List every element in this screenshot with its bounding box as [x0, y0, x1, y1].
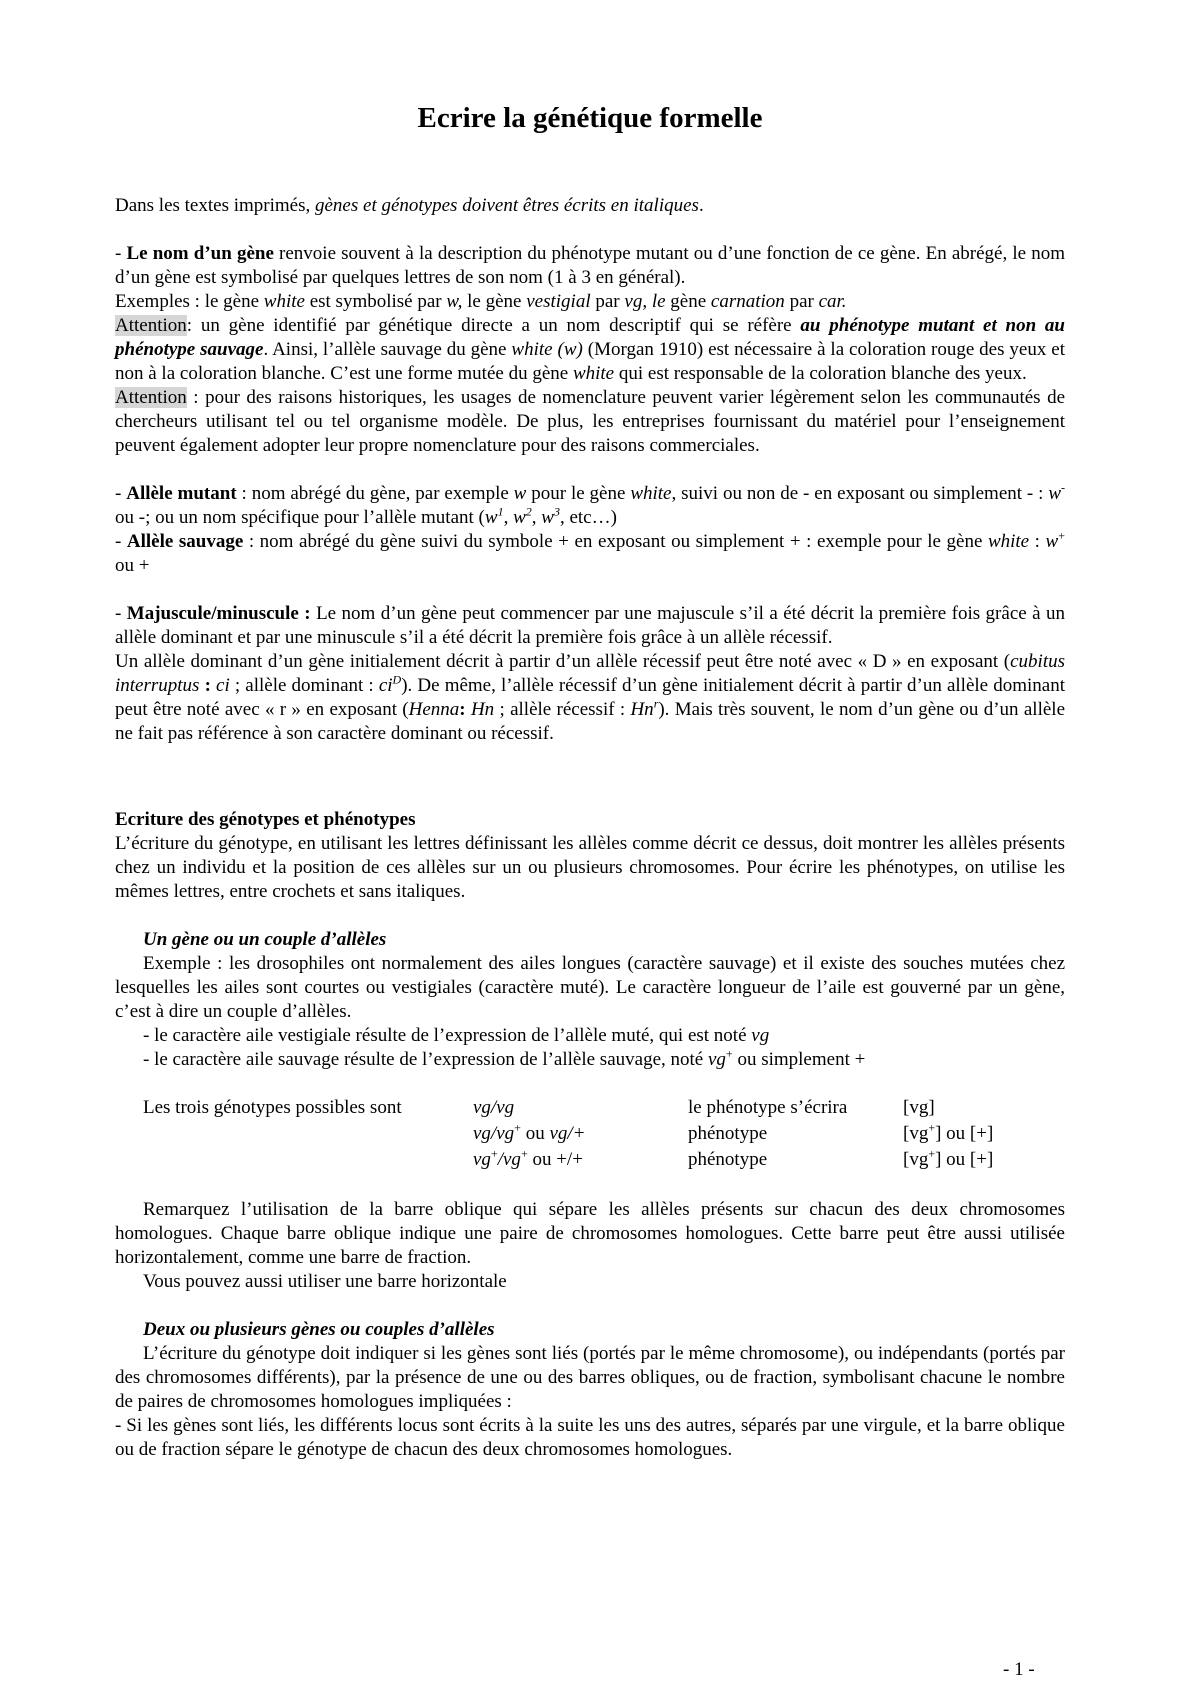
text: ou + [115, 555, 150, 576]
phenotype-cell: [vg] [903, 1097, 935, 1118]
text: ou simplement + [732, 1049, 866, 1070]
gene-name: white [572, 363, 615, 384]
gene-symbol: vg, le [624, 291, 666, 312]
superscript: + [520, 1146, 528, 1161]
sauvage-line [115, 1048, 1065, 1072]
table-row [143, 1096, 1053, 1122]
subheading-deux-genes: Deux ou plusieurs gènes ou couples d’allèles [143, 1319, 495, 1340]
text: . Ainsi, l’allèle sauvage du gène [263, 339, 512, 360]
text: ou -; ou un nom spécifique pour l’allèle mutant ( [115, 507, 485, 528]
genotype: vg/vg [473, 1123, 515, 1144]
text: , [531, 507, 542, 528]
gene-symbol: w [484, 507, 498, 528]
superscript: - [1061, 480, 1066, 495]
gene-name: white (w) [511, 339, 583, 360]
allele-sauvage-paragraph [115, 530, 1065, 578]
allele-sauvage-heading: Allèle sauvage [126, 531, 244, 552]
subheading-un-gene: Un gène ou un couple d’allèles [143, 929, 387, 950]
gene-symbol: w [1048, 483, 1062, 504]
dash: - [115, 531, 127, 552]
text: le gène [462, 291, 527, 312]
gene-symbol: vg [707, 1049, 726, 1070]
gene-symbol: w [513, 483, 527, 504]
dash: - [115, 483, 127, 504]
superscript: 3 [553, 504, 560, 519]
genotype-cell [473, 1148, 688, 1174]
text: ou [520, 1123, 550, 1144]
empty-cell [143, 1122, 473, 1148]
attention-highlight: Attention [115, 315, 187, 336]
text: qui est responsable de la coloration blanche des yeux. [614, 363, 1027, 384]
text: ; allèle récessif : [494, 699, 631, 720]
nom-gene-heading: Le nom d’un gène [126, 243, 274, 264]
text: : [199, 675, 217, 696]
genotype-cell [473, 1096, 688, 1122]
gene-symbol: vg [751, 1025, 770, 1046]
genes-lies-paragraph: - Si les gènes sont liés, les différents locus sont écrits à la suite les uns des autres, séparés par une virgule, et la barre oblique ou de fraction sépare le génotype de chacun des deux chromosomes homologues. [115, 1415, 1065, 1460]
superscript: + [514, 1120, 521, 1135]
superscript: D [392, 672, 402, 687]
table-row [143, 1122, 1053, 1148]
text: gène [665, 291, 711, 312]
gene-symbol: car. [818, 291, 847, 312]
superscript: + [928, 1120, 936, 1135]
superscript: 1 [497, 504, 504, 519]
heading-text: Ecriture des génotypes et phénotypes [115, 809, 416, 830]
text: : [1029, 531, 1046, 552]
gene-symbol: w, [446, 291, 463, 312]
dominant-paragraph [115, 650, 1065, 746]
text: ). Mais très souvent, le nom d’un gène ou d’un allèle ne fait pas référence à son caractère dominant ou récessif. [115, 699, 1065, 744]
superscript: 2 [525, 504, 532, 519]
superscript: + [490, 1146, 498, 1161]
genotype-table [143, 1096, 1053, 1174]
gene-symbol: ci [378, 675, 393, 696]
gene-symbol: w [1045, 531, 1059, 552]
text: Le nom d’un gène peut commencer par une majuscule s’il a été décrit la première fois grâce à un allèle dominant et par une minuscule s’il a été décrit la première fois grâce à un allèle récessif. [115, 603, 1066, 648]
phenotype-cell [903, 1148, 1053, 1174]
genotype: vg/+ [549, 1123, 586, 1144]
superscript: + [1058, 528, 1065, 543]
text: Exemples : le gène [115, 291, 264, 312]
gene-name: cubitus interruptus [115, 651, 1065, 696]
text: ou +/+ [527, 1149, 583, 1170]
dash: - [115, 603, 127, 624]
majuscule-heading: Majuscule/minuscule : [126, 603, 311, 624]
text: - le caractère aile sauvage résulte de l’expression de l’allèle sauvage, noté [143, 1049, 708, 1070]
text: : nom abrégé du gène suivi du symbole + en exposant ou simplement + : exemple pour le gène [243, 531, 988, 552]
text: (Morgan 1910) est nécessaire à la coloration rouge des yeux et non à la coloration blanche. C’est une forme mutée du gène [115, 339, 1065, 384]
gene-name: carnation [710, 291, 785, 312]
intro-italic: gènes et génotypes doivent êtres écrits en italiques [315, 195, 699, 216]
attention-highlight: Attention [115, 387, 187, 408]
gene-name: white [263, 291, 305, 312]
allele-mutant-heading: Allèle mutant [126, 483, 237, 504]
nom-gene-text: renvoie souvent à la description du phénotype mutant ou d’une fonction de ce gène. En abrégé, le nom d’un gène est symbolisé par quelques lettres de son nom (1 à 3 en général). [115, 243, 1066, 288]
gene-name: Henna [408, 699, 460, 720]
dash: - [115, 243, 127, 264]
text: : nom abrégé du gène, par exemple [236, 483, 514, 504]
text: par [590, 291, 625, 312]
text: pour le gène [526, 483, 631, 504]
gene-name: white [630, 483, 672, 504]
gene-symbol: w [513, 507, 526, 528]
table-label: Les trois génotypes possibles sont [143, 1097, 402, 1118]
text: Un allèle dominant d’un gène initialement décrit à partir d’un allèle récessif peut être noté avec « D » en exposant ( [115, 651, 1011, 672]
text: par [784, 291, 819, 312]
ecriture-paragraph: L’écriture du génotype, en utilisant les lettres définissant les allèles comme décrit ce dessus, doit montrer les allèles présents chez un individu et la position de ces allèles sur un ou plusieurs chromosomes. Pour écrire les phénotypes, on utilise les mêmes lettres, entre crochets et sans italiques. [115, 833, 1065, 902]
phenotype-cell [903, 1122, 1053, 1148]
gene-name: white [987, 531, 1030, 552]
genotype: /vg [497, 1149, 521, 1170]
remarque-paragraph: Remarquez l’utilisation de la barre oblique qui sépare les allèles présents sur chacun des deux chromosomes homologues. Chaque barre oblique indique une paire de chromosomes homologues. Cette barre peut être aussi utilisée horizontalement, comme une barre de fraction. [115, 1199, 1065, 1268]
section-heading-ecriture [115, 808, 1065, 832]
gene-symbol: Hn [630, 699, 654, 720]
nom-gene-paragraph [115, 242, 1065, 290]
phenotype-label-cell: le phénotype s’écrira [688, 1097, 848, 1118]
allele-mutant-paragraph [115, 482, 1065, 530]
superscript: r [653, 696, 659, 711]
text: , suivi ou non de - en exposant ou simplement - : [671, 483, 1049, 504]
text: ; allèle dominant : [229, 675, 379, 696]
attention-paragraph-1 [115, 314, 1065, 386]
un-gene-paragraph: Exemple : les drosophiles ont normalement des ailes longues (caractère sauvage) et il existe des souches mutées chez lesquelles les ailes sont courtes ou vestigiales (caractère muté). Le caractère longueur de l’aile est gouverné par un gène, c’est à dire un couple d’allèles. [115, 953, 1065, 1022]
page-content [115, 100, 1065, 1462]
genotype: vg [473, 1149, 491, 1170]
empty-cell [143, 1148, 473, 1174]
deux-genes-paragraph: L’écriture du génotype doit indiquer si les gènes sont liés (portés par le même chromosome), ou indépendants (portés par des chromosomes différents), par la présence de une ou des barres obliques, ou de fraction, symbolisant chacune le nombre de paires de chromosomes homologues impliquées : [115, 1343, 1065, 1412]
intro-text: Dans les textes imprimés, [115, 195, 315, 216]
text: [vg [903, 1123, 929, 1144]
gene-symbol: ci [216, 675, 230, 696]
gene-symbol: Hn [470, 699, 495, 720]
intro-paragraph [115, 194, 1065, 218]
vestigiale-line [115, 1024, 1065, 1048]
text: , [503, 507, 514, 528]
intro-end: . [698, 195, 704, 216]
superscript: + [928, 1146, 936, 1161]
genotype-cell [473, 1122, 688, 1148]
text: est symbolisé par [304, 291, 447, 312]
text: ] ou [+] [935, 1123, 994, 1144]
superscript: + [725, 1046, 733, 1061]
attention-paragraph-2 [115, 386, 1065, 458]
phenotype-label-cell: phénotype [688, 1149, 768, 1170]
gene-name: vestigial [526, 291, 591, 312]
text: - le caractère aile vestigiale résulte de l’expression de l’allèle muté, qui est noté [143, 1025, 752, 1046]
phenotype-label-cell: phénotype [688, 1123, 768, 1144]
text: ). De même, l’allèle récessif d’un gène initialement décrit à partir d’un allèle dominant peut être noté avec « r » en exposant ( [115, 675, 1065, 720]
text: : un gène identifié par génétique directe a un nom descriptif qui se réfère [186, 315, 801, 336]
horizontale-line: Vous pouvez aussi utiliser une barre horizontale [143, 1271, 507, 1292]
page-number: - 1 - [1003, 1659, 1035, 1680]
text: : [459, 699, 471, 720]
examples-line [115, 290, 1065, 314]
page-title: Ecrire la génétique formelle [417, 102, 763, 134]
text: ] ou [+] [935, 1149, 994, 1170]
text: , etc…) [559, 507, 617, 528]
majuscule-paragraph [115, 602, 1065, 650]
emphasis-mutant: au phénotype mutant et non au phénotype sauvage [115, 315, 1065, 360]
genotype: vg/vg [473, 1097, 515, 1118]
text: : pour des raisons historiques, les usages de nomenclature peuvent varier légèrement selon les communautés de chercheurs utilisant tel ou tel organisme modèle. De plus, les entreprises fournissant du matériel pour l’enseignement peuvent également adopter leur propre nomenclature pour des raisons commerciales. [115, 387, 1065, 456]
table-row [143, 1148, 1053, 1174]
text: [vg [903, 1149, 929, 1170]
gene-symbol: w [541, 507, 554, 528]
